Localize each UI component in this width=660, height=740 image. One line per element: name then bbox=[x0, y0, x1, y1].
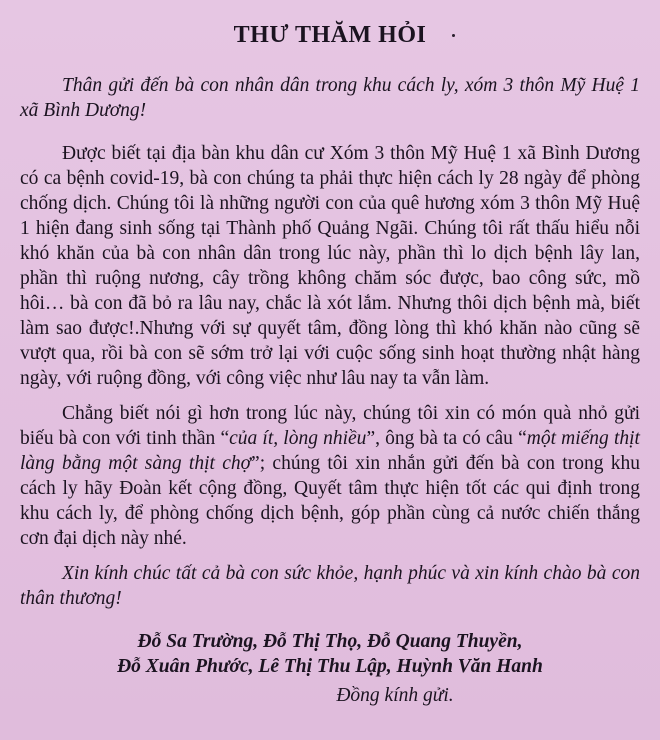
paragraph-1: Được biết tại địa bàn khu dân cư Xóm 3 thôn Mỹ Huệ 1 xã Bình Dương có ca bệnh covid-19, bà con chúng ta phải thực hiện cách ly 28 ngày để phòng chống dịch. Chúng tôi là những người con của quê hương xóm 3 thôn Mỹ Huệ 1 hiện đang sinh sống tại Thành phố Quảng Ngãi. Chúng tôi rất thấu hiểu nỗi khó khăn của bà con nhân dân trong lúc này, phần thì lo dịch bệnh lây lan, phần thì ruộng nương, cây trồng không chăm sóc được, bao công sức, mồ hôi… bà con đã bỏ ra lâu nay, chắc là xót lắm. Nhưng thôi dịch bệnh mà, biết làm sao được!.Nhưng với sự quyết tâm, đồng lòng thì khó khăn nào cũng sẽ vượt qua, rồi bà con sẽ sớm trở lại với cuộc sống sinh hoạt thường nhật hàng ngày, với ruộng đồng, với công việc như lâu nay ta vẫn làm. bbox=[20, 143, 640, 389]
signature-block bbox=[20, 629, 640, 679]
closing: Đồng kính gửi. bbox=[336, 685, 454, 706]
paragraph-2-part-3: ”; chúng tôi xin nhắn gửi đến bà con trong khu cách ly hãy Đoàn kết cộng đồng, Quyết tâm thực hiện tốt các qui định trong khu cách ly, để phòng chống dịch bệnh, góp phần cùng cả nước chiến thắng cơn đại dịch này nhé. bbox=[20, 453, 640, 549]
wishes: Xin kính chúc tất cả bà con sức khỏe, hạnh phúc và xin kính chào bà con thân thương! bbox=[20, 563, 640, 609]
quote-2: một miếng thịt làng bằng một sàng thịt chợ bbox=[20, 428, 640, 474]
signatories-line-2: Đỗ Xuân Phước, Lê Thị Thu Lập, Huỳnh Văn Hanh bbox=[117, 656, 543, 677]
quote-1: của ít, lòng nhiều bbox=[229, 428, 367, 449]
signatories-line-1: Đỗ Sa Trường, Đỗ Thị Thọ, Đỗ Quang Thuyền, bbox=[137, 631, 523, 652]
paragraph-2-part-1: Chẳng biết nói gì hơn trong lúc này, chúng tôi xin có món quà nhỏ gửi biếu bà con với tinh thần “ bbox=[20, 403, 640, 449]
greeting: Thân gửi đến bà con nhân dân trong khu cách ly, xóm 3 thôn Mỹ Huệ 1 xã Bình Dương! bbox=[20, 75, 640, 121]
letter-title: THƯ THĂM HỎI bbox=[233, 22, 427, 48]
paragraph-2-part-2: ”, ông bà ta có câu “ bbox=[366, 428, 527, 449]
paragraph-2 bbox=[20, 401, 640, 551]
ink-dot bbox=[452, 34, 455, 37]
